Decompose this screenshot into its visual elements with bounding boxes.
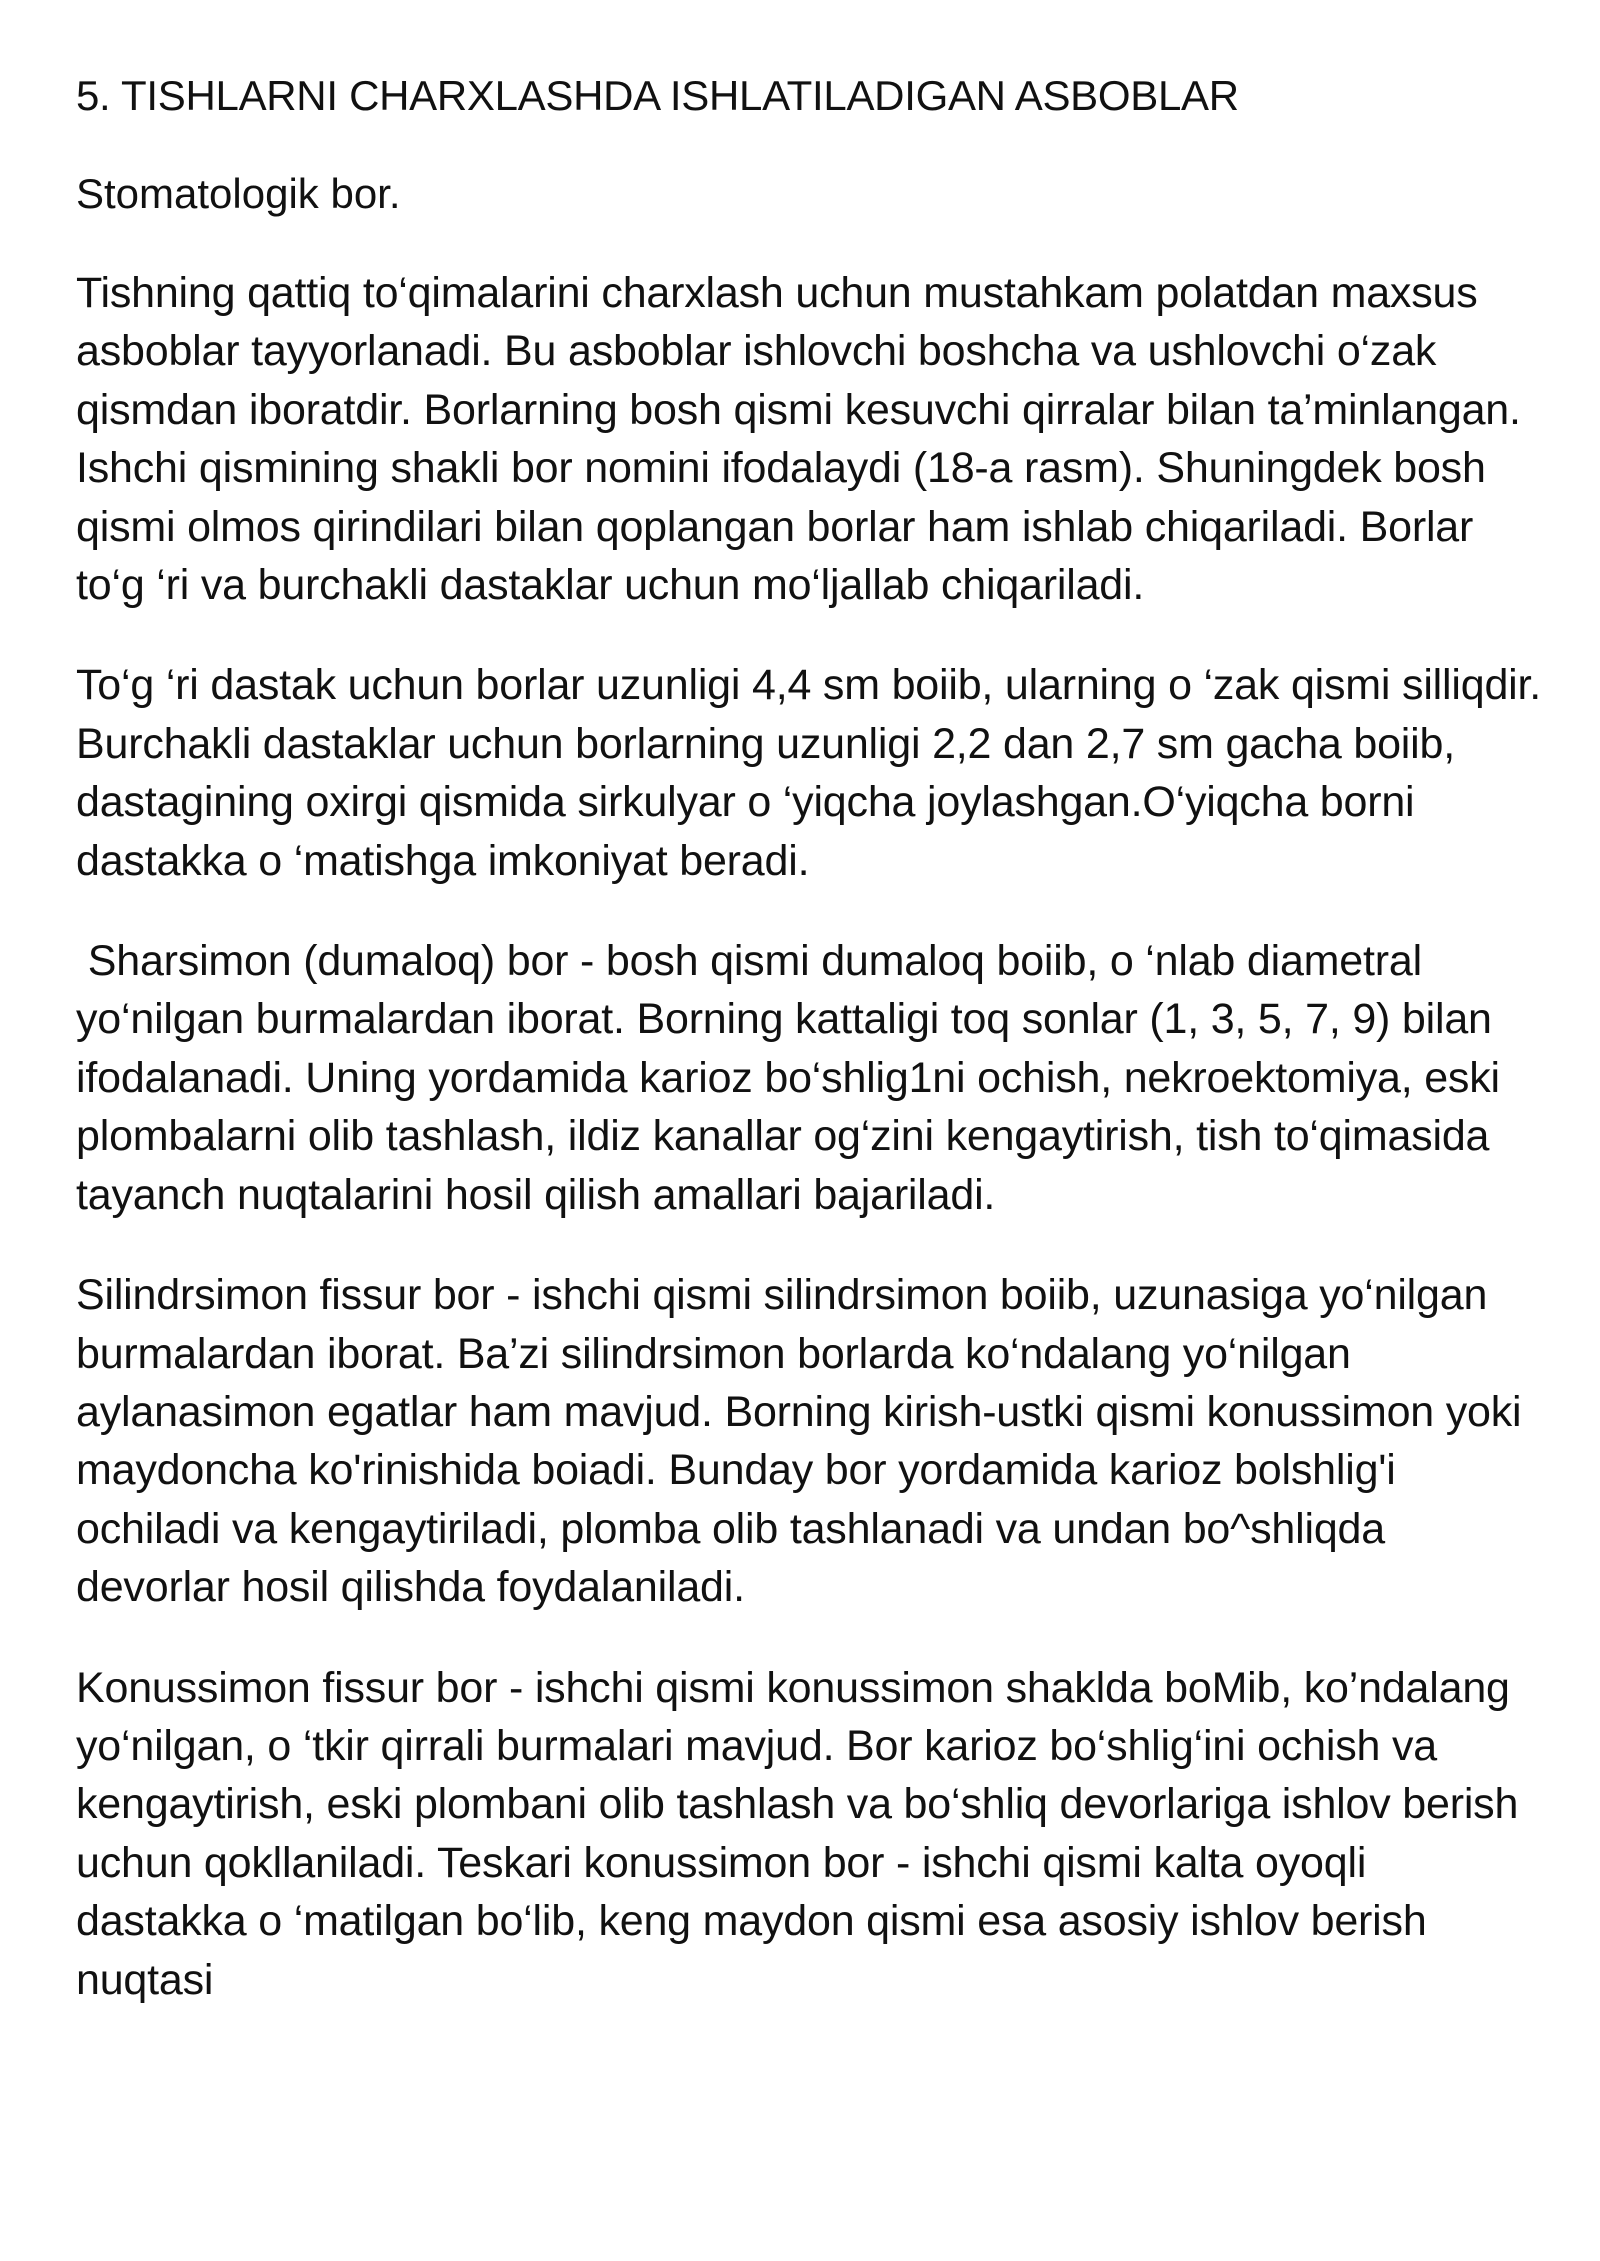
paragraph-bor-length: To‘g ‘ri dastak uchun borlar uzunligi 4,4 sm boiib, ularning o ‘zak qismi silliqdir. Burchakli dastaklar uchun borlarning uzunligi 2,2 dan 2,7 sm gacha boiib, dastagining oxirgi qismida sirkulyar o ‘yiqcha joylashgan.O‘yiqcha borni dastakka o ‘matishga imkoniyat beradi.	[76, 661, 1542, 885]
section-heading: 5. TISHLARNI CHARXLASHDA ISHLATILADIGAN ASBOBLAR	[76, 72, 1239, 119]
subsection-title: Stomatologik bor.	[76, 170, 401, 217]
document-body	[76, 68, 1546, 2009]
paragraph-intro: Tishning qattiq to‘qimalarini charxlash uchun mustahkam polatdan maxsus asboblar tayyorlanadi. Bu asboblar ishlovchi boshcha va ushlovchi o‘zak qismdan iboratdir. Borlarning bosh qismi kesuvchi qirralar bilan ta’minlangan. Ishchi qismining shakli bor nomini ifodalaydi (18-a rasm). Shuningdek bosh qismi olmos qirindilari bilan qoplangan borlar ham ishlab chiqariladi. Borlar to‘g ‘ri va burchakli dastaklar uchun mo‘ljallab chiqariladi.	[76, 269, 1521, 610]
paragraph-konussimon-bor: Konussimon fissur bor - ishchi qismi konussimon shaklda boMib, ko’ndalang yo‘nilgan, o ‘tkir qirrali burmalari mavjud. Bor karioz bo‘shlig‘ini ochish va kengaytirish, eski plombani olib tashlash va bo‘shliq devorlariga ishlov berish uchun qokllaniladi. Teskari konussimon bor - ishchi qismi kalta oyoqli dastakka o ‘matilgan bo‘lib, keng maydon qismi esa asosiy ishlov berish nuqtasi	[76, 1663, 1519, 2004]
paragraph-sharsimon-bor: Sharsimon (dumaloq) bor - bosh qismi dumaloq boiib, o ‘nlab diametral yo‘nilgan burmalardan iborat. Borning kattaligi toq sonlar (1, 3, 5, 7, 9) bilan ifodalanadi. Uning yordamida karioz bo‘shlig1ni ochish, nekroektomiya, eski plombalarni olib tashlash, ildiz kanallar og‘zini kengaytirish, tish to‘qimasida tayanch nuqtalarini hosil qilish amallari bajariladi.	[76, 937, 1512, 1219]
paragraph-silindrsimon-bor: Silindrsimon fissur bor - ishchi qismi silindrsimon boiib, uzunasiga yo‘nilgan burmalardan iborat. Ba’zi silindrsimon borlarda ko‘ndalang yo‘nilgan aylanasimon egatlar ham mavjud. Borning kirish-ustki qismi konussimon yoki maydoncha ko'rinishida boiadi. Bunday bor yordamida karioz bolshlig'i ochiladi va kengaytiriladi, plomba olib tashlanadi va undan bo^shliqda devorlar hosil qilishda foydalaniladi.	[76, 1271, 1522, 1612]
